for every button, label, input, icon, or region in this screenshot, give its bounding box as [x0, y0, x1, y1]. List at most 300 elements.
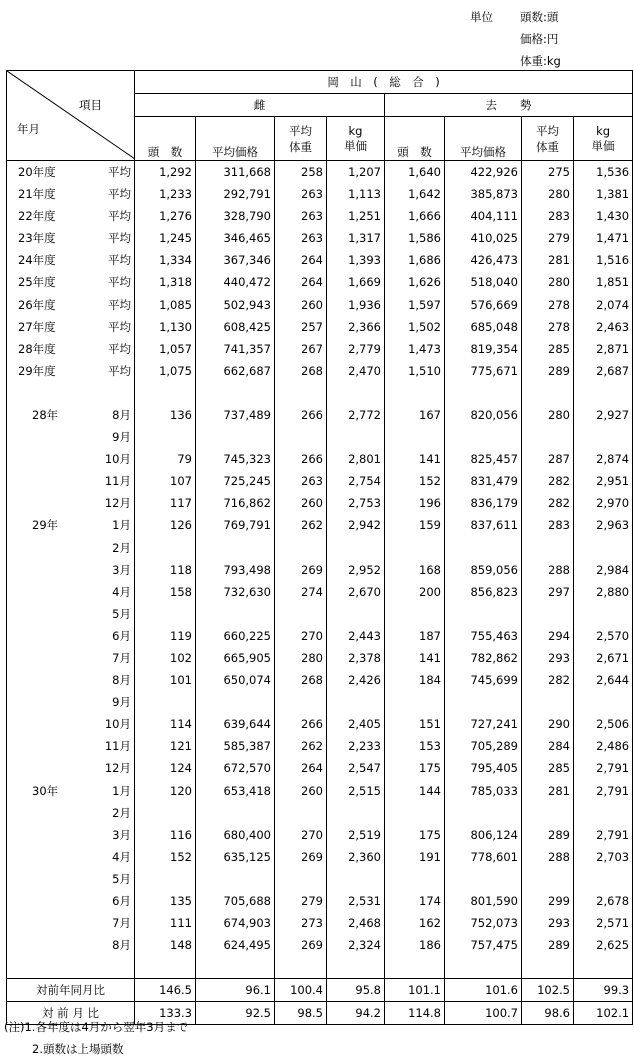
- avg-weight-steer: 297: [522, 581, 574, 603]
- avg-weight-steer: 289: [522, 360, 574, 382]
- avg-weight-steer: [522, 603, 574, 625]
- avg-weight-female: 269: [275, 934, 327, 956]
- avg-price-female: [196, 691, 275, 713]
- head-count-steer: 141: [385, 647, 445, 669]
- region-header: 岡 山 ( 総 合 ): [135, 71, 633, 94]
- avg-weight-female: 269: [275, 846, 327, 868]
- avg-weight-female-ratio: 98.5: [275, 1002, 327, 1025]
- avg-price-steer: 426,473: [445, 249, 522, 271]
- row-year: 24年度: [18, 253, 56, 268]
- avg-price-female: 769,791: [196, 514, 275, 536]
- head-count-steer: 1,586: [385, 227, 445, 249]
- head-count-female: [135, 691, 196, 713]
- avg-weight-steer: 289: [522, 934, 574, 956]
- kg-price-female: 2,470: [327, 360, 385, 382]
- avg-price-steer-ratio: 101.6: [445, 979, 522, 1002]
- avg-weight-female: [275, 802, 327, 824]
- note-2: 2.頭数は上場頭数: [32, 1042, 124, 1056]
- table-row: [7, 934, 633, 956]
- avg-weight-female: 274: [275, 581, 327, 603]
- avg-price-female: 745,323: [196, 448, 275, 470]
- head-count-steer: 1,626: [385, 271, 445, 293]
- avg-weight-steer: 280: [522, 404, 574, 426]
- avg-price-female: 672,570: [196, 757, 275, 779]
- table-row: [7, 448, 633, 470]
- row-label: [7, 713, 135, 735]
- avg-price-female: 292,791: [196, 183, 275, 205]
- row-label: [7, 780, 135, 802]
- row-label: [7, 360, 135, 382]
- row-month: 1月: [112, 783, 131, 798]
- head-count-female: 1,233: [135, 183, 196, 205]
- avg-price-steer: [445, 537, 522, 559]
- kg-price-steer: 2,678: [574, 890, 633, 912]
- head-count-steer: 141: [385, 448, 445, 470]
- head-count-female: [135, 603, 196, 625]
- avg-price-steer: 745,699: [445, 669, 522, 691]
- kg-price-female: 2,547: [327, 757, 385, 779]
- kg-price-female: 2,378: [327, 647, 385, 669]
- kg-price-steer: 2,951: [574, 470, 633, 492]
- avg-weight-steer: [522, 382, 574, 404]
- kg-price-female: 2,670: [327, 581, 385, 603]
- kg-price-steer: 2,463: [574, 316, 633, 338]
- avg-price-steer: 727,241: [445, 713, 522, 735]
- row-year: [18, 716, 76, 732]
- head-count-female: [135, 426, 196, 448]
- avg-weight-female: 266: [275, 448, 327, 470]
- kg-price-steer: 2,791: [574, 824, 633, 846]
- row-month: 7月: [112, 916, 131, 931]
- avg-weight-female: 266: [275, 713, 327, 735]
- table-row: [7, 470, 633, 492]
- avg-price-female: 502,943: [196, 293, 275, 315]
- row-label: [7, 205, 135, 227]
- table-row: [7, 338, 633, 360]
- kg-price-female: 2,468: [327, 912, 385, 934]
- avg-weight-female: 263: [275, 183, 327, 205]
- table-row: [7, 404, 633, 426]
- row-month: 10月: [104, 717, 131, 732]
- head-count-female: 1,245: [135, 227, 196, 249]
- price-table: [6, 70, 633, 1025]
- col-avg-weight-female: 平均 体重: [275, 117, 327, 161]
- table-row: [7, 846, 633, 868]
- kg-price-female: 1,113: [327, 183, 385, 205]
- head-count-female: 121: [135, 735, 196, 757]
- kg-price-female: 2,515: [327, 780, 385, 802]
- row-year: [18, 650, 76, 666]
- row-month: 8月: [112, 938, 131, 953]
- avg-price-female: 737,489: [196, 404, 275, 426]
- row-month: 平均: [108, 275, 131, 290]
- row-label: [7, 161, 135, 184]
- avg-price-steer: 404,111: [445, 205, 522, 227]
- row-label: [7, 603, 135, 625]
- head-count-female: 1,085: [135, 293, 196, 315]
- kg-price-female: 2,366: [327, 316, 385, 338]
- head-count-female: 1,318: [135, 271, 196, 293]
- avg-price-steer: 775,671: [445, 360, 522, 382]
- avg-price-steer: [445, 868, 522, 890]
- avg-price-female: 639,644: [196, 713, 275, 735]
- notes: [4, 1016, 188, 1060]
- kg-price-steer: [574, 802, 633, 824]
- head-count-steer: 162: [385, 912, 445, 934]
- avg-price-steer: 685,048: [445, 316, 522, 338]
- row-month: 5月: [112, 871, 131, 886]
- avg-weight-female: 263: [275, 470, 327, 492]
- table-row: [7, 426, 633, 448]
- avg-price-steer: 856,823: [445, 581, 522, 603]
- avg-weight-steer: 293: [522, 912, 574, 934]
- table-row: [7, 537, 633, 559]
- avg-price-female: 665,905: [196, 647, 275, 669]
- kg-price-steer: 1,536: [574, 161, 633, 184]
- row-month: 11月: [104, 739, 131, 754]
- row-year: 23年度: [18, 231, 56, 246]
- avg-weight-female: 263: [275, 227, 327, 249]
- head-count-steer: [385, 603, 445, 625]
- avg-weight-female: 266: [275, 404, 327, 426]
- row-label: [7, 647, 135, 669]
- avg-price-female: 662,687: [196, 360, 275, 382]
- row-label: [7, 537, 135, 559]
- table-row: [7, 293, 633, 315]
- kg-price-steer-ratio: 102.1: [574, 1002, 633, 1025]
- head-count-steer-ratio: 114.8: [385, 1002, 445, 1025]
- row-label: [7, 382, 135, 404]
- kg-price-steer: [574, 537, 633, 559]
- avg-price-steer: [445, 603, 522, 625]
- head-count-female: 1,130: [135, 316, 196, 338]
- kg-price-steer: 2,571: [574, 912, 633, 934]
- head-count-steer: 174: [385, 890, 445, 912]
- kg-price-female: 1,936: [327, 293, 385, 315]
- row-year: [18, 473, 76, 489]
- avg-price-female: 585,387: [196, 735, 275, 757]
- head-count-steer: 1,686: [385, 249, 445, 271]
- kg-price-female: 2,754: [327, 470, 385, 492]
- avg-price-female: 741,357: [196, 338, 275, 360]
- avg-price-steer: 752,073: [445, 912, 522, 934]
- head-count-female: 158: [135, 581, 196, 603]
- avg-weight-female: 264: [275, 249, 327, 271]
- avg-price-female: [196, 382, 275, 404]
- head-count-steer: 151: [385, 713, 445, 735]
- row-year: 22年度: [18, 209, 56, 224]
- table-row: [7, 360, 633, 382]
- row-year: [18, 915, 76, 931]
- avg-weight-female: 260: [275, 780, 327, 802]
- head-count-steer: 152: [385, 470, 445, 492]
- avg-weight-steer: 280: [522, 271, 574, 293]
- summary-label: 対 前 月 比: [7, 1002, 135, 1025]
- kg-price-female: [327, 691, 385, 713]
- row-month: 8月: [112, 407, 131, 422]
- row-month: 平均: [108, 165, 131, 179]
- table-row: [7, 625, 633, 647]
- table-row: [7, 956, 633, 979]
- avg-price-female: [196, 426, 275, 448]
- head-count-female: 148: [135, 934, 196, 956]
- kg-price-steer: [574, 956, 633, 979]
- kg-price-steer: 2,874: [574, 448, 633, 470]
- kg-price-female: 2,360: [327, 846, 385, 868]
- head-count-female: 1,334: [135, 249, 196, 271]
- avg-weight-female: [275, 537, 327, 559]
- table-row: [7, 227, 633, 249]
- avg-price-steer: 705,289: [445, 735, 522, 757]
- avg-price-female: 311,668: [196, 161, 275, 184]
- row-label: [7, 846, 135, 868]
- table-row: [7, 183, 633, 205]
- kg-price-steer: 2,791: [574, 757, 633, 779]
- avg-weight-steer: 285: [522, 338, 574, 360]
- avg-weight-steer-ratio: 98.6: [522, 1002, 574, 1025]
- row-year: 28年: [32, 407, 59, 422]
- head-count-steer: 153: [385, 735, 445, 757]
- avg-weight-steer: 299: [522, 890, 574, 912]
- avg-price-female: 732,630: [196, 581, 275, 603]
- row-label: [7, 492, 135, 514]
- avg-price-steer: 576,669: [445, 293, 522, 315]
- row-year: [18, 694, 76, 710]
- row-year: 29年度: [18, 363, 56, 378]
- avg-price-female: 635,125: [196, 846, 275, 868]
- head-count-female: 1,276: [135, 205, 196, 227]
- avg-price-steer: 795,405: [445, 757, 522, 779]
- kg-price-female: 1,669: [327, 271, 385, 293]
- kg-price-female: 2,443: [327, 625, 385, 647]
- table-row: [7, 205, 633, 227]
- avg-weight-female: 269: [275, 559, 327, 581]
- head-count-female: 117: [135, 492, 196, 514]
- kg-price-steer: 2,486: [574, 735, 633, 757]
- head-count-female: 135: [135, 890, 196, 912]
- avg-price-steer: 837,611: [445, 514, 522, 536]
- year-month-label: 年月: [17, 122, 40, 136]
- table-row: [7, 559, 633, 581]
- row-year: [18, 628, 76, 644]
- row-month: 7月: [112, 651, 131, 666]
- row-label: [7, 338, 135, 360]
- item-label: 項目: [79, 98, 102, 112]
- avg-price-steer: 806,124: [445, 824, 522, 846]
- row-month: 6月: [112, 628, 131, 643]
- avg-weight-female: [275, 956, 327, 979]
- unit-label: 単位: [470, 10, 493, 24]
- avg-weight-female: 270: [275, 625, 327, 647]
- table-row: [7, 316, 633, 338]
- head-count-steer: 144: [385, 780, 445, 802]
- avg-weight-female: 270: [275, 824, 327, 846]
- head-count-female: [135, 868, 196, 890]
- kg-price-steer: 2,880: [574, 581, 633, 603]
- avg-price-female: 705,688: [196, 890, 275, 912]
- head-count-female: 1,075: [135, 360, 196, 382]
- avg-weight-steer: [522, 426, 574, 448]
- col-head-count-steer: 頭 数: [385, 117, 445, 161]
- avg-weight-steer: 278: [522, 316, 574, 338]
- head-count-steer: 1,640: [385, 161, 445, 184]
- avg-price-steer: 785,033: [445, 780, 522, 802]
- avg-price-female: [196, 537, 275, 559]
- avg-weight-steer: [522, 537, 574, 559]
- head-count-steer: 191: [385, 846, 445, 868]
- kg-price-steer: 2,703: [574, 846, 633, 868]
- avg-weight-steer: 282: [522, 470, 574, 492]
- table-row: [7, 647, 633, 669]
- row-month: 4月: [112, 584, 131, 599]
- row-label: [7, 824, 135, 846]
- avg-weight-steer: [522, 956, 574, 979]
- kg-price-steer: 2,570: [574, 625, 633, 647]
- row-month: 8月: [112, 673, 131, 688]
- row-label: [7, 426, 135, 448]
- row-year: [18, 495, 76, 511]
- kg-price-female: [327, 603, 385, 625]
- avg-price-female: 608,425: [196, 316, 275, 338]
- kg-price-female: 2,531: [327, 890, 385, 912]
- kg-price-steer: 2,970: [574, 492, 633, 514]
- head-count-female: 136: [135, 404, 196, 426]
- table-row: [7, 271, 633, 293]
- table-row: [7, 382, 633, 404]
- head-count-female: 152: [135, 846, 196, 868]
- kg-price-steer: [574, 426, 633, 448]
- avg-weight-female: 257: [275, 316, 327, 338]
- head-count-steer: 1,473: [385, 338, 445, 360]
- kg-price-female: 2,779: [327, 338, 385, 360]
- kg-price-steer: 1,516: [574, 249, 633, 271]
- row-year: [18, 672, 76, 688]
- avg-price-steer: [445, 382, 522, 404]
- kg-price-steer: 2,687: [574, 360, 633, 382]
- row-label: [7, 868, 135, 890]
- avg-price-steer: 859,056: [445, 559, 522, 581]
- row-year: 26年度: [18, 297, 56, 312]
- head-count-steer: 159: [385, 514, 445, 536]
- kg-price-steer: 2,871: [574, 338, 633, 360]
- kg-price-steer: 1,430: [574, 205, 633, 227]
- avg-price-steer: [445, 956, 522, 979]
- head-count-female: 101: [135, 669, 196, 691]
- avg-price-steer: 801,590: [445, 890, 522, 912]
- avg-weight-steer: 278: [522, 293, 574, 315]
- kg-price-steer: 1,851: [574, 271, 633, 293]
- avg-weight-female: 260: [275, 492, 327, 514]
- row-label: [7, 691, 135, 713]
- avg-weight-steer: [522, 691, 574, 713]
- row-label: [7, 735, 135, 757]
- head-count-steer: 175: [385, 824, 445, 846]
- row-label: [7, 802, 135, 824]
- avg-price-steer: 518,040: [445, 271, 522, 293]
- row-month: 3月: [112, 827, 131, 842]
- avg-weight-steer: 280: [522, 183, 574, 205]
- table-row: [7, 912, 633, 934]
- row-year: [18, 893, 76, 909]
- kg-price-female: 2,942: [327, 514, 385, 536]
- col-avg-price-female: 平均価格: [196, 117, 275, 161]
- kg-price-female: [327, 382, 385, 404]
- row-label: [7, 271, 135, 293]
- corner-diagonal: [7, 71, 135, 159]
- row-label: [7, 448, 135, 470]
- head-count-steer: 1,597: [385, 293, 445, 315]
- head-count-female: 119: [135, 625, 196, 647]
- row-month: 3月: [112, 562, 131, 577]
- avg-weight-steer: 281: [522, 780, 574, 802]
- avg-weight-steer: [522, 802, 574, 824]
- price-unit: 円: [546, 32, 559, 46]
- head-count-steer-ratio: 101.1: [385, 979, 445, 1002]
- avg-weight-steer: [522, 868, 574, 890]
- row-year: 28年度: [18, 341, 56, 356]
- col-kg-price-female: kg 単価: [327, 117, 385, 161]
- avg-price-female: [196, 956, 275, 979]
- avg-weight-female: 258: [275, 161, 327, 184]
- row-label: [7, 514, 135, 536]
- row-year: [18, 805, 76, 821]
- head-count-female: [135, 382, 196, 404]
- avg-price-steer: 819,354: [445, 338, 522, 360]
- kg-price-steer: 2,506: [574, 713, 633, 735]
- head-count-steer: [385, 868, 445, 890]
- head-unit: 頭: [546, 10, 559, 24]
- head-count-female-ratio: 133.3: [135, 1002, 196, 1025]
- avg-weight-female: [275, 603, 327, 625]
- kg-price-steer: [574, 868, 633, 890]
- kg-price-female: [327, 868, 385, 890]
- row-year: [18, 562, 76, 578]
- avg-weight-steer: 285: [522, 757, 574, 779]
- avg-price-female: [196, 868, 275, 890]
- kg-price-steer: 2,074: [574, 293, 633, 315]
- table-row: [7, 824, 633, 846]
- row-month: 平均: [108, 231, 131, 246]
- avg-weight-steer: 294: [522, 625, 574, 647]
- avg-weight-female: 264: [275, 271, 327, 293]
- weight-unit-label: 体重:: [520, 54, 547, 68]
- kg-price-steer: [574, 382, 633, 404]
- head-count-steer: [385, 382, 445, 404]
- avg-price-steer: 836,179: [445, 492, 522, 514]
- row-label: [7, 249, 135, 271]
- kg-price-female: 1,207: [327, 161, 385, 184]
- avg-price-female: 725,245: [196, 470, 275, 492]
- row-year: [18, 827, 76, 843]
- price-unit-label: 価格:: [520, 32, 547, 46]
- avg-price-female: [196, 802, 275, 824]
- head-count-steer: [385, 956, 445, 979]
- avg-price-steer: 422,926: [445, 161, 522, 184]
- table-row: [7, 713, 633, 735]
- kg-price-steer: 2,644: [574, 669, 633, 691]
- avg-weight-female: 263: [275, 205, 327, 227]
- row-month: 平均: [108, 187, 131, 202]
- head-count-steer: 1,510: [385, 360, 445, 382]
- head-count-steer: 1,642: [385, 183, 445, 205]
- row-label: [7, 757, 135, 779]
- kg-price-female-ratio: 94.2: [327, 1002, 385, 1025]
- head-count-steer: 200: [385, 581, 445, 603]
- note-1: (注)1.各年度は4月から翌年3月まで: [4, 1020, 189, 1034]
- avg-price-female: 367,346: [196, 249, 275, 271]
- row-year: [18, 738, 76, 754]
- kg-price-female: 1,251: [327, 205, 385, 227]
